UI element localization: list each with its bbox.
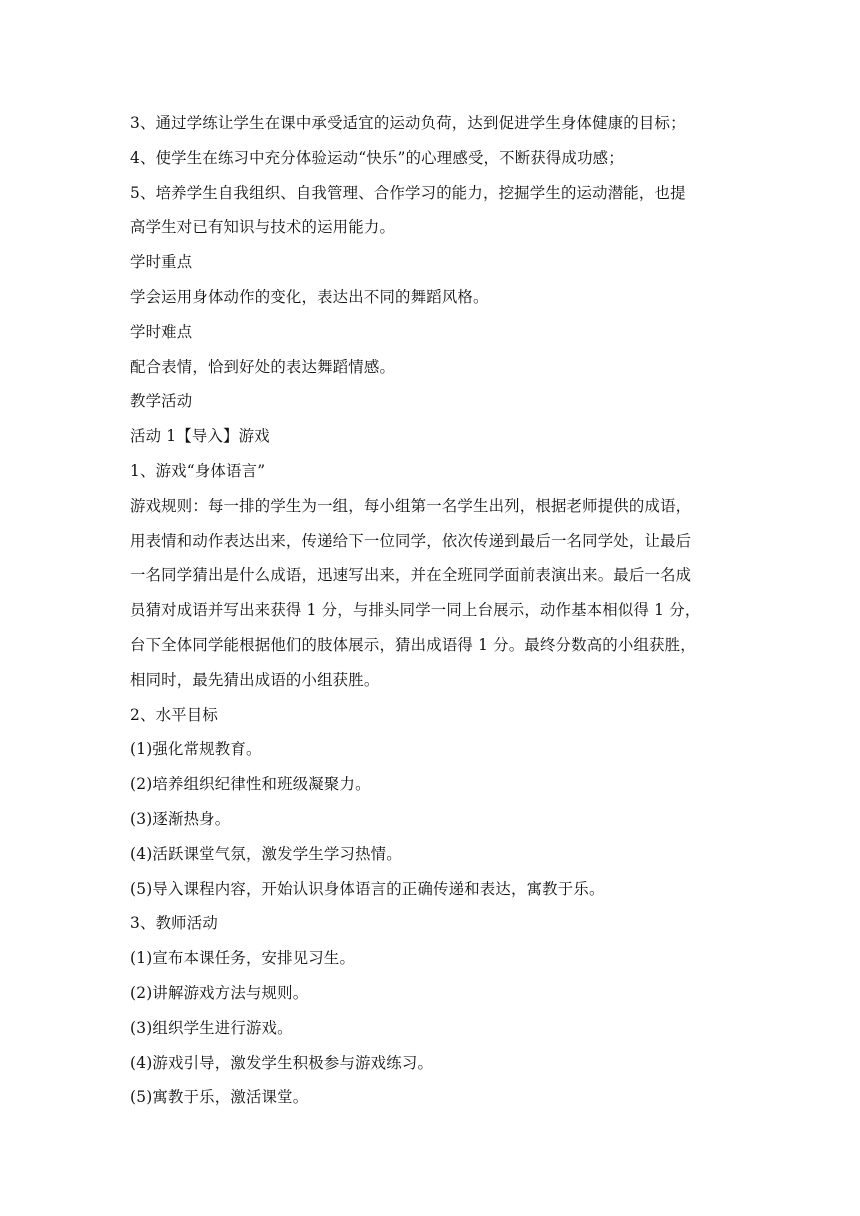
text-line: 相同时，最先猜出成语的小组获胜。 xyxy=(130,670,380,689)
list-item: (3)组织学生进行游戏。 xyxy=(130,1018,293,1037)
section-heading: 学时重点 xyxy=(130,253,193,272)
list-item: (1)强化常规教育。 xyxy=(130,740,262,759)
text-line: 游戏规则：每一排的学生为一组，每小组第一名学生出列，根据老师提供的成语， xyxy=(130,496,692,515)
text-line: 用表情和动作表达出来，传递给下一位同学，依次传递到最后一名同学处，让最后 xyxy=(130,531,692,550)
text-line: 2、水平目标 xyxy=(130,705,218,724)
text-line: 一名同学猜出是什么成语，迅速写出来，并在全班同学面前表演出来。最后一名成 xyxy=(130,566,692,585)
list-item: (1)宣布本课任务，安排见习生。 xyxy=(130,949,356,968)
list-item: (5)寓教于乐，激活课堂。 xyxy=(130,1088,309,1107)
text-line: 高学生对已有知识与技术的运用能力。 xyxy=(130,218,396,237)
list-item: (2)培养组织纪律性和班级凝聚力。 xyxy=(130,775,371,794)
section-heading: 教学活动 xyxy=(130,392,193,411)
document-body xyxy=(130,106,734,1115)
list-item: (3)逐渐热身。 xyxy=(130,809,231,828)
section-heading: 学时难点 xyxy=(130,322,193,341)
list-item: (5)导入课程内容，开始认识身体语言的正确传递和表达，寓教于乐。 xyxy=(130,879,605,898)
text-line: 学会运用身体动作的变化，表达出不同的舞蹈风格。 xyxy=(130,287,489,306)
list-item: (2)讲解游戏方法与规则。 xyxy=(130,983,309,1002)
text-line: 员猜对成语并写出来获得 1 分，与排头同学一同上台展示，动作基本相似得 1 分， xyxy=(130,601,701,620)
list-item: (4)游戏引导，激发学生积极参与游戏练习。 xyxy=(130,1053,434,1072)
text-line: 台下全体同学能根据他们的肢体展示，猜出成语得 1 分。最终分数高的小组获胜， xyxy=(130,635,696,654)
text-line: 5、培养学生自我组织、自我管理、合作学习的能力，挖掘学生的运动潜能，也提 xyxy=(130,183,686,202)
text-line: 3、通过学练让学生在课中承受适宜的运动负荷，达到促进学生身体健康的目标； xyxy=(130,114,686,132)
text-line: 1、游戏“身体语言” xyxy=(130,461,266,480)
activity-heading: 活动 1【导入】游戏 xyxy=(130,427,270,446)
text-line: 4、使学生在练习中充分体验运动“快乐”的心理感受，不断获得成功感； xyxy=(130,148,624,167)
list-item: (4)活跃课堂气氛，激发学生学习热情。 xyxy=(130,844,402,863)
text-line: 配合表情，恰到好处的表达舞蹈情感。 xyxy=(130,357,396,376)
text-line: 3、教师活动 xyxy=(130,914,218,933)
